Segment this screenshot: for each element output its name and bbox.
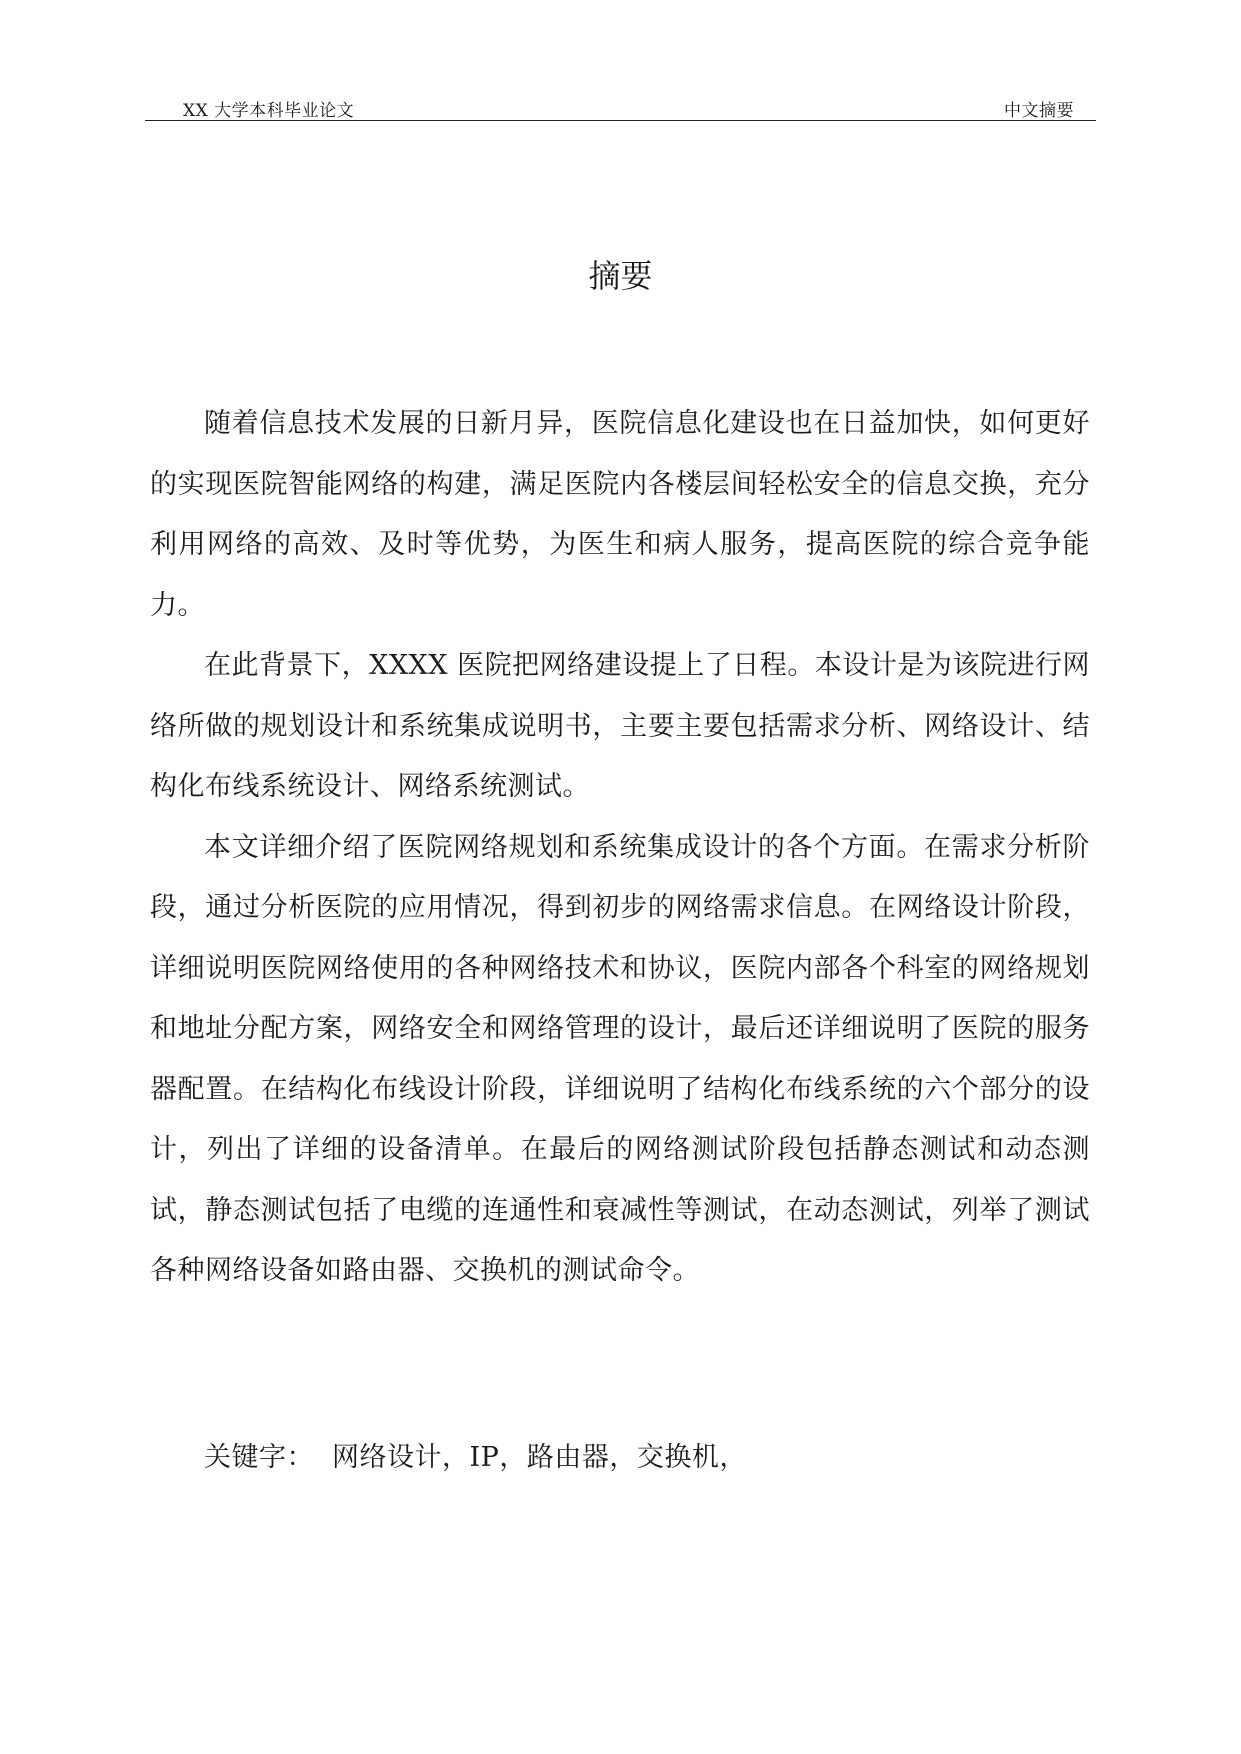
- keywords-label: 关键字：: [204, 1442, 314, 1473]
- header-thesis-title: XX 大学本科毕业论文: [183, 101, 355, 121]
- header-section-name: 中文摘要: [1004, 101, 1074, 121]
- keywords-value: 网络设计，IP，路由器，交换机，: [332, 1442, 747, 1473]
- abstract-body: [150, 394, 1090, 1302]
- abstract-title: 摘要: [588, 257, 653, 295]
- abstract-paragraph-3: 本文详细介绍了医院网络规划和系统集成设计的各个方面。在需求分析阶段，通过分析医院的应用情况，得到初步的网络需求信息。在网络设计阶段，详细说明医院网络使用的各种网络技术和协议，医院内部各个科室的网络规划和地址分配方案，网络安全和网络管理的设计，最后还详细说明了医院的服务器配置。在结构化布线设计阶段，详细说明了结构化布线系统的六个部分的设计，列出了详细的设备清单。在最后的网络测试阶段包括静态测试和动态测试，静态测试包括了电缆的连通性和衰减性等测试，在动态测试，列举了测试各种网络设备如路由器、交换机的测试命令。: [150, 831, 1090, 1286]
- abstract-paragraph-2: 在此背景下，XXXX 医院把网络建设提上了日程。本设计是为该院进行网络所做的规划设计和系统集成说明书，主要主要包括需求分析、网络设计、结构化布线系统设计、网络系统测试。: [150, 650, 1090, 802]
- abstract-paragraph-1: 随着信息技术发展的日新月异，医院信息化建设也在日益加快，如何更好的实现医院智能网络的构建，满足医院内各楼层间轻松安全的信息交换，充分利用网络的高效、及时等优势，为医生和病人服务，提高医院的综合竞争能力。: [150, 408, 1090, 621]
- page-header: [145, 92, 1096, 121]
- keywords-line: [150, 1428, 1090, 1488]
